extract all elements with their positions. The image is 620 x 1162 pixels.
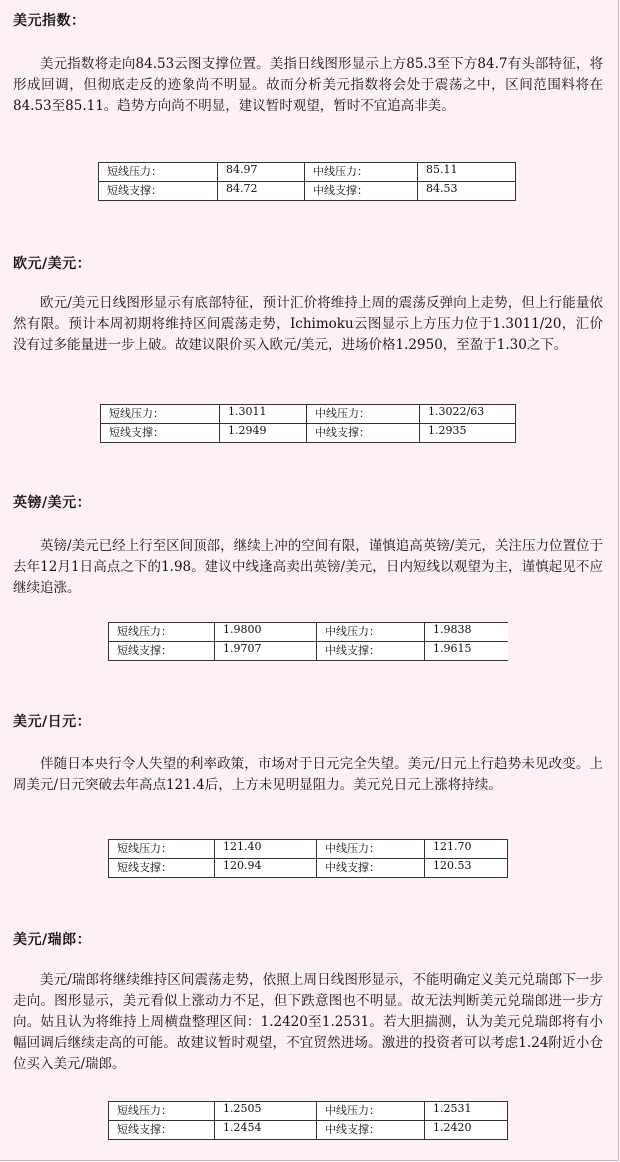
level-table-usd-jpy — [108, 839, 508, 878]
section-heading-usd-jpy: 美元/日元： — [13, 714, 92, 730]
short-resist-value: 121.40 — [215, 840, 317, 859]
mid-resist-label: 中线压力： — [317, 623, 425, 642]
mid-support-label: 中线支撑： — [307, 424, 420, 443]
short-resist-label: 短线压力： — [101, 405, 220, 424]
level-table-gbp-usd — [108, 622, 508, 661]
short-support-label: 短线支撑： — [109, 859, 215, 878]
section-heading-gbp-usd: 英镑/美元： — [13, 495, 92, 511]
mid-support-label: 中线支撑： — [317, 1121, 425, 1140]
section-heading-eur-usd: 欧元/美元： — [13, 256, 92, 272]
table-row — [99, 163, 516, 182]
short-resist-label: 短线压力： — [109, 1102, 215, 1121]
table-row — [109, 859, 508, 878]
mid-resist-value: 121.70 — [425, 840, 508, 859]
short-resist-value: 1.3011 — [220, 405, 307, 424]
short-resist-label: 短线压力： — [109, 840, 215, 859]
mid-support-value: 120.53 — [425, 859, 508, 878]
mid-support-value: 84.53 — [418, 182, 516, 201]
table-row — [109, 840, 508, 859]
mid-support-label: 中线支撑： — [317, 859, 425, 878]
level-table-usd-index — [98, 162, 516, 201]
short-support-label: 短线支撑： — [109, 642, 215, 661]
mid-resist-value: 1.3022/63 — [420, 405, 516, 424]
section-paragraph-usd-chf: 美元/瑞郎将继续维持区间震荡走势，依照上周日线图形显示，不能明确定义美元兑瑞郎下一步走向。图形显示，美元看似上涨动力不足，但下跌意图也不明显。故无法判断美元兑瑞郎进一步方向。姑且认为将维持上周横盘整理区间：1.2420至1.2531。若大胆揣测，认为美元兑瑞郎将有小幅回调后继续走高的可能。故建议暂时观望，不宜贸然进场。激进的投资者可以考虑1.24附近小仓位买入美元/瑞郎。 — [13, 972, 603, 1072]
mid-support-value: 1.2420 — [425, 1121, 508, 1140]
table-row — [99, 182, 516, 201]
section-heading-usd-chf: 美元/瑞郎： — [13, 932, 92, 948]
mid-resist-label: 中线压力： — [317, 840, 425, 859]
section-paragraph-eur-usd: 欧元/美元日线图形显示有底部特征，预计汇价将维持上周的震荡反弹向上走势，但上行能量依然有限。预计本周初期将维持区间震荡走势，Ichimoku云图显示上方压力位于1.3011/20，汇价没有过多能量进一步上破。故建议限价买入欧元/美元，进场价格1.2950，至盈于1.30之下。 — [13, 295, 603, 353]
mid-support-value: 1.9615 — [425, 642, 509, 661]
mid-support-label: 中线支撑： — [317, 642, 425, 661]
short-resist-label: 短线压力： — [109, 623, 215, 642]
short-support-value: 1.2454 — [215, 1121, 317, 1140]
table-row — [109, 642, 509, 661]
mid-support-label: 中线支撑： — [305, 182, 418, 201]
mid-support-value: 1.2935 — [420, 424, 516, 443]
short-support-label: 短线支撑： — [99, 182, 218, 201]
mid-resist-value: 1.2531 — [425, 1102, 508, 1121]
short-resist-value: 1.9800 — [215, 623, 317, 642]
short-resist-label: 短线压力： — [99, 163, 218, 182]
level-table-usd-chf — [108, 1101, 508, 1140]
table-row — [101, 424, 516, 443]
short-support-value: 1.2949 — [220, 424, 307, 443]
table-row — [109, 1121, 508, 1140]
table-row — [109, 1102, 508, 1121]
short-support-value: 120.94 — [215, 859, 317, 878]
short-support-value: 84.72 — [218, 182, 305, 201]
mid-resist-value: 85.11 — [418, 163, 516, 182]
section-paragraph-usd-index: 美元指数将走向84.53云图支撑位置。美指日线图形显示上方85.3至下方84.7有头部特征，将形成回调，但彻底走反的迹象尚不明显。故而分析美元指数将会处于震荡之中，区间范围料将在84.53至85.11。趋势方向尚不明显，建议暂时观望，暂时不宜追高非美。 — [13, 56, 603, 114]
mid-resist-value: 1.9838 — [425, 623, 509, 642]
table-row — [109, 623, 509, 642]
short-support-label: 短线支撑： — [109, 1121, 215, 1140]
section-paragraph-usd-jpy: 伴随日本央行令人失望的利率政策，市场对于日元完全失望。美元/日元上行趋势未见改变。上周美元/日元突破去年高点121.4后，上方未见明显阻力。美元兑日元上涨将持续。 — [13, 756, 603, 793]
mid-resist-label: 中线压力： — [305, 163, 418, 182]
mid-resist-label: 中线压力： — [317, 1102, 425, 1121]
short-resist-value: 1.2505 — [215, 1102, 317, 1121]
mid-resist-label: 中线压力： — [307, 405, 420, 424]
section-heading-usd-index: 美元指数： — [13, 13, 86, 29]
short-support-value: 1.9707 — [215, 642, 317, 661]
table-row — [101, 405, 516, 424]
section-paragraph-gbp-usd: 英镑/美元已经上行至区间顶部，继续上冲的空间有限，谨慎追高英镑/美元，关注压力位置位于去年12月1日高点之下的1.98。建议中线逢高卖出英镑/美元，日内短线以观望为主，谨慎起见不应继续追涨。 — [13, 538, 603, 596]
short-resist-value: 84.97 — [218, 163, 305, 182]
level-table-eur-usd — [100, 404, 516, 443]
short-support-label: 短线支撑： — [101, 424, 220, 443]
